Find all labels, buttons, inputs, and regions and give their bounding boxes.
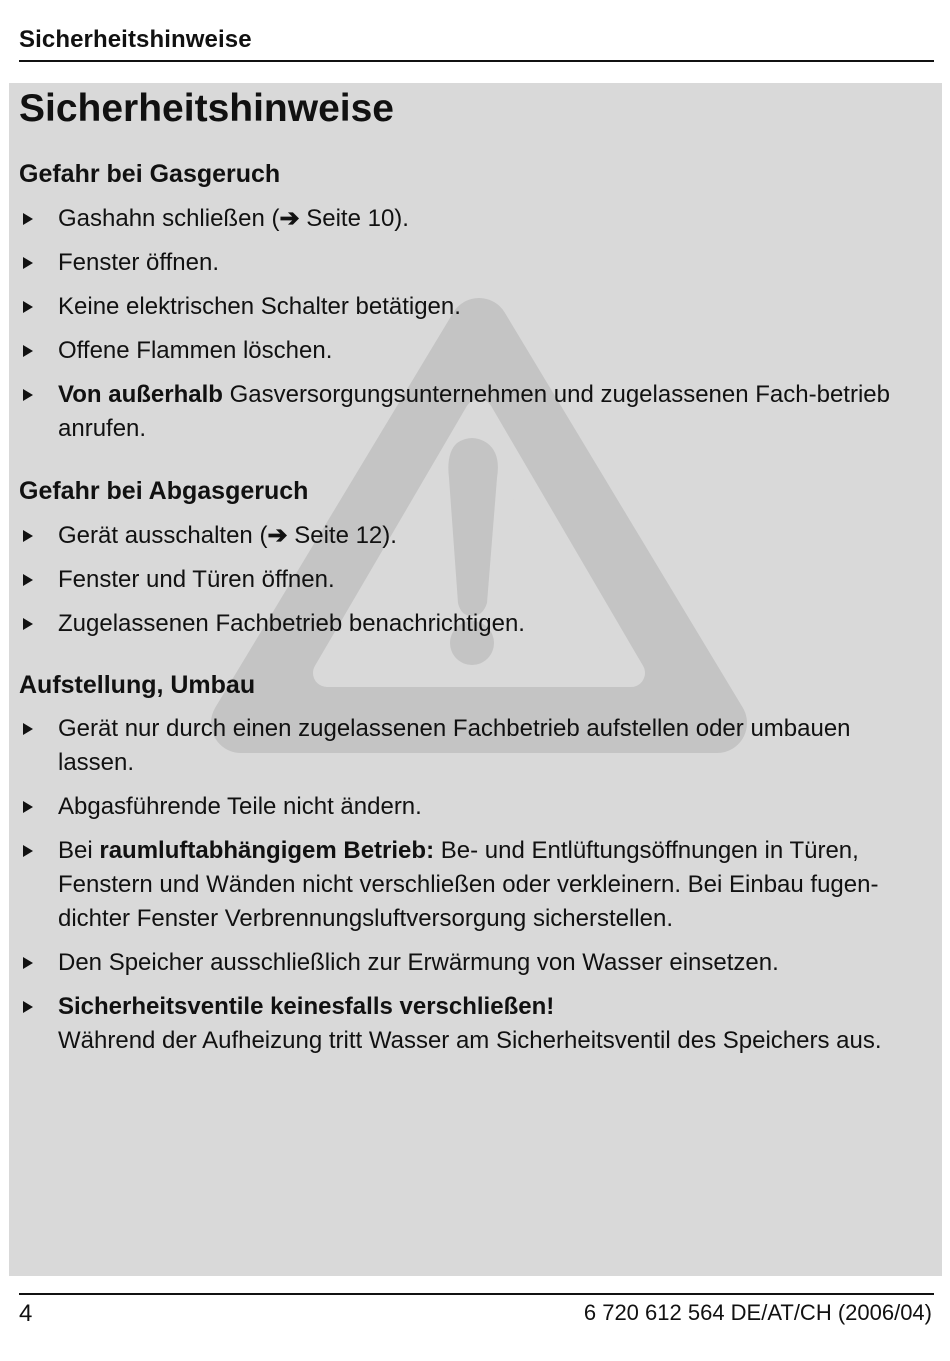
triangle-right-icon <box>23 301 33 313</box>
triangle-right-icon <box>23 618 33 630</box>
item-text: Gasversorgungsunternehmen und zugelassenen Fach-betrieb anrufen. <box>58 381 890 442</box>
item-text: Den Speicher ausschließlich zur Erwärmung von Wasser einsetzen. <box>58 949 779 976</box>
item-text: Während der Aufheizung tritt Wasser am Sicherheitsventil des Speichers aus. <box>58 1027 882 1054</box>
item-emphasis: Von außerhalb <box>58 381 223 408</box>
item-text: Fenster öffnen. <box>58 249 219 276</box>
triangle-right-icon <box>23 801 33 813</box>
item-text: Gashahn schließen ( <box>58 205 280 232</box>
arrow-right-icon: ➔ <box>267 522 288 549</box>
triangle-right-icon <box>23 723 33 735</box>
triangle-right-icon <box>23 530 33 542</box>
list-item <box>19 990 924 1058</box>
page-title: Sicherheitshinweise <box>19 87 394 130</box>
item-text: Keine elektrischen Schalter betätigen. <box>58 293 461 320</box>
triangle-right-icon <box>23 213 33 225</box>
exhaust-list <box>19 519 924 651</box>
safety-panel <box>9 83 942 1276</box>
page-number: 4 <box>19 1300 33 1327</box>
list-item <box>19 290 924 324</box>
gas-list <box>19 202 924 456</box>
list-item <box>19 519 924 553</box>
list-item <box>19 712 924 780</box>
item-text: Fenster und Türen öffnen. <box>58 566 335 593</box>
footer-rule <box>19 1293 934 1295</box>
page-reference: Seite 12). <box>287 522 397 549</box>
triangle-right-icon <box>23 345 33 357</box>
running-head: Sicherheitshinweise <box>19 26 252 53</box>
item-text: Abgasführende Teile nicht ändern. <box>58 793 422 820</box>
item-text: Offene Flammen löschen. <box>58 337 333 364</box>
list-item <box>19 790 924 824</box>
list-item <box>19 334 924 368</box>
item-emphasis: Sicherheitsventile keinesfalls verschließen! <box>58 993 555 1020</box>
arrow-right-icon: ➔ <box>279 205 300 232</box>
section-heading-exhaust: Gefahr bei Abgasgeruch <box>19 477 309 505</box>
header-rule <box>19 60 934 62</box>
list-item <box>19 563 924 597</box>
item-text: Zugelassenen Fachbetrieb benachrichtigen. <box>58 610 525 637</box>
list-item <box>19 834 924 936</box>
item-text-lead: Bei <box>58 837 100 864</box>
list-item <box>19 378 924 446</box>
triangle-right-icon <box>23 574 33 586</box>
list-item <box>19 246 924 280</box>
document-id: 6 720 612 564 DE/AT/CH (2006/04) <box>583 1300 932 1325</box>
item-text: Gerät ausschalten ( <box>58 522 268 549</box>
item-text: Gerät nur durch einen zugelassenen Fachbetrieb aufstellen oder umbauen lassen. <box>58 715 851 776</box>
list-item <box>19 202 924 236</box>
section-heading-installation: Aufstellung, Umbau <box>19 671 256 699</box>
section-heading-gas: Gefahr bei Gasgeruch <box>19 160 281 188</box>
triangle-right-icon <box>23 257 33 269</box>
triangle-right-icon <box>23 957 33 969</box>
triangle-right-icon <box>23 845 33 857</box>
triangle-right-icon <box>23 1001 33 1013</box>
item-text: Be- und Entlüftungsöffnungen in Türen, Fenstern und Wänden nicht verschließen oder verkleinern. Bei Einbau fugen-dichter Fenster Verbrennungsluftversorgung sicherstellen. <box>58 837 879 932</box>
list-item <box>19 607 924 641</box>
item-emphasis: raumluftabhängigem Betrieb: <box>99 837 435 864</box>
triangle-right-icon <box>23 389 33 401</box>
page-reference: Seite 10). <box>299 205 409 232</box>
installation-list <box>19 712 924 1068</box>
list-item <box>19 946 924 980</box>
